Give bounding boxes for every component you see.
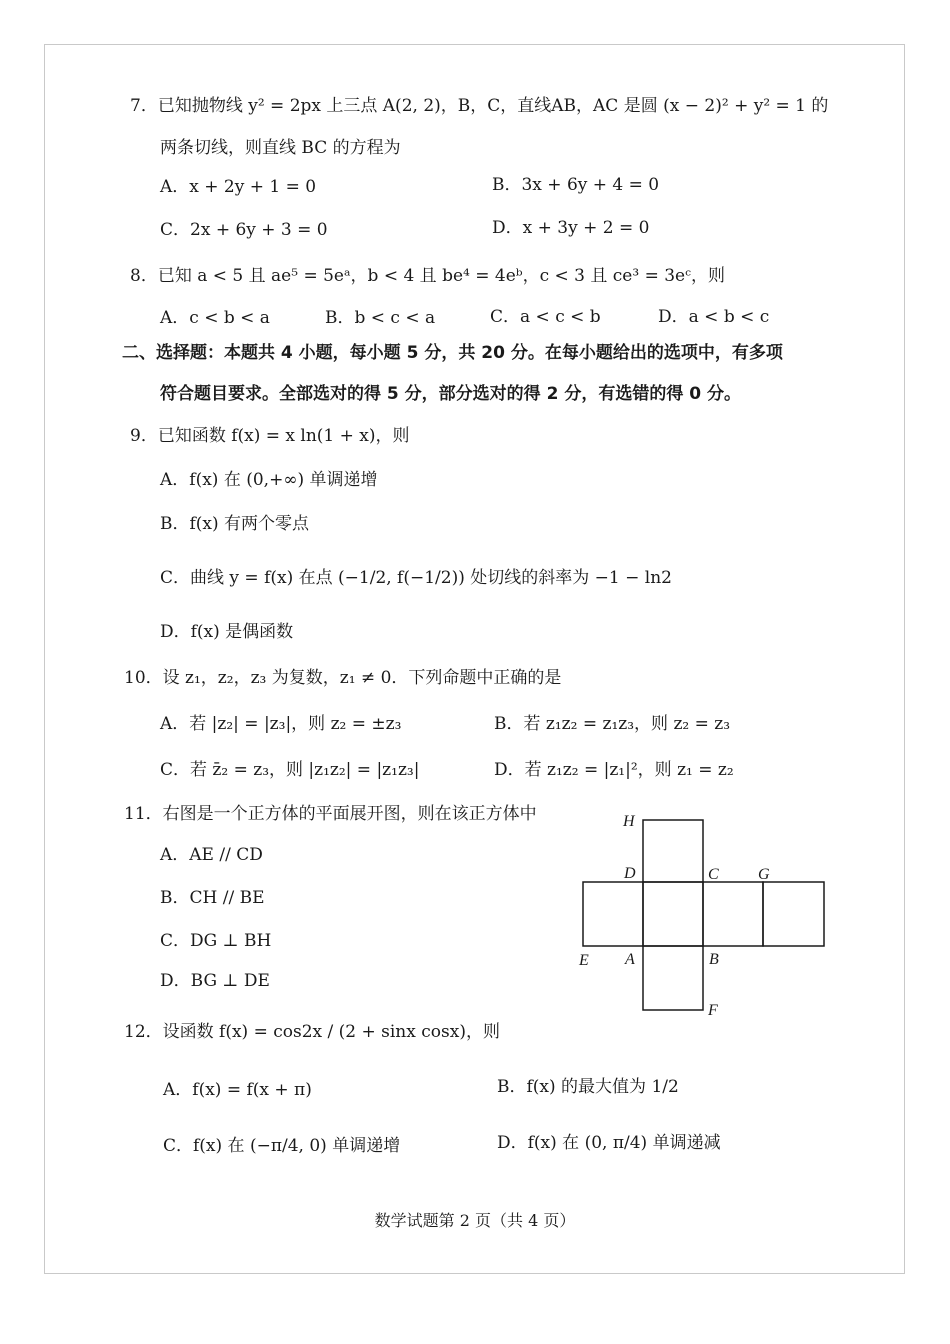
label-e: E (579, 952, 589, 969)
q10-option-a: A．若 |z₂| = |z₃|，则 z₂ = ±z₃ (160, 714, 402, 734)
cube-net-figure (570, 808, 840, 1023)
q7-option-b: B．3x + 6y + 4 = 0 (492, 175, 660, 195)
q7-option-d: D．x + 3y + 2 = 0 (492, 218, 650, 238)
q9-stem: 9．已知函数 f(x) = x ln(1 + x)，则 (130, 426, 410, 446)
label-b: B (709, 951, 719, 968)
section2-heading-line2: 符合题目要求。全部选对的得 5 分，部分选对的得 2 分，有选错的得 0 分。 (160, 384, 741, 404)
label-c: C (708, 866, 719, 883)
page-footer: 数学试题第 2 页（共 4 页） (374, 1211, 576, 1230)
q11-option-c: C．DG ⊥ BH (160, 931, 272, 951)
section2-heading-line1: 二、选择题：本题共 4 小题，每小题 5 分，共 20 分。在每小题给出的选项中，有多项 (122, 343, 783, 363)
q10-stem: 10．设 z₁，z₂，z₃ 为复数，z₁ ≠ 0．下列命题中正确的是 (124, 668, 562, 688)
label-h: H (623, 813, 635, 830)
q11-option-a: A．AE // CD (160, 845, 263, 865)
q8-option-c: C．a < c < b (490, 307, 601, 327)
q10-option-b: B．若 z₁z₂ = z₁z₃，则 z₂ = z₃ (494, 714, 731, 734)
q11-option-d: D．BG ⊥ DE (160, 971, 270, 991)
net-face-center (643, 882, 703, 946)
q11-option-b: B．CH // BE (160, 888, 265, 908)
q8-option-d: D．a < b < c (658, 307, 770, 327)
q10-option-c: C．若 z̄₂ = z₃，则 |z₁z₂| = |z₁z₃| (160, 760, 420, 780)
net-face-bottom (643, 946, 703, 1010)
q11-stem: 11．右图是一个正方体的平面展开图，则在该正方体中 (124, 804, 537, 824)
net-face-left (583, 882, 643, 946)
label-g: G (758, 866, 770, 883)
q10-option-d: D．若 z₁z₂ = |z₁|²，则 z₁ = z₂ (494, 760, 734, 780)
q12-option-a: A．f(x) = f(x + π) (163, 1080, 312, 1100)
q12-option-d: D．f(x) 在 (0, π/4) 单调递减 (497, 1133, 721, 1153)
q7-option-c: C．2x + 6y + 3 = 0 (160, 220, 328, 240)
net-face-top (643, 820, 703, 882)
q12-option-c: C．f(x) 在 (−π/4, 0) 单调递增 (163, 1136, 401, 1156)
q8-stem: 8．已知 a < 5 且 ae⁵ = 5eᵃ，b < 4 且 be⁴ = 4eᵇ，c < 3 且 ce³ = 3eᶜ，则 (130, 266, 725, 286)
net-face-far-right (763, 882, 824, 946)
q7-stem-line2: 两条切线，则直线 BC 的方程为 (160, 138, 401, 158)
q9-option-d: D．f(x) 是偶函数 (160, 622, 294, 642)
q9-option-c: C．曲线 y = f(x) 在点 (−1/2, f(−1/2)) 处切线的斜率为 −1 − ln2 (160, 568, 672, 588)
q7-option-a: A．x + 2y + 1 = 0 (160, 177, 317, 197)
q9-option-b: B．f(x) 有两个零点 (160, 514, 310, 534)
q7-stem-line1: 7．已知抛物线 y² = 2px 上三点 A(2, 2)，B，C，直线AB，AC 是圆 (x − 2)² + y² = 1 的 (130, 96, 829, 116)
q8-option-a: A．c < b < a (160, 308, 270, 328)
q8-option-b: B．b < c < a (325, 308, 436, 328)
q12-stem: 12．设函数 f(x) = cos2x / (2 + sinx cosx)，则 (124, 1022, 500, 1042)
q9-option-a: A．f(x) 在 (0,+∞) 单调递增 (160, 470, 378, 490)
label-a: A (625, 951, 635, 968)
net-face-right (703, 882, 763, 946)
q12-option-b: B．f(x) 的最大值为 1/2 (497, 1077, 679, 1097)
label-d: D (624, 865, 636, 882)
label-f: F (708, 1002, 718, 1019)
